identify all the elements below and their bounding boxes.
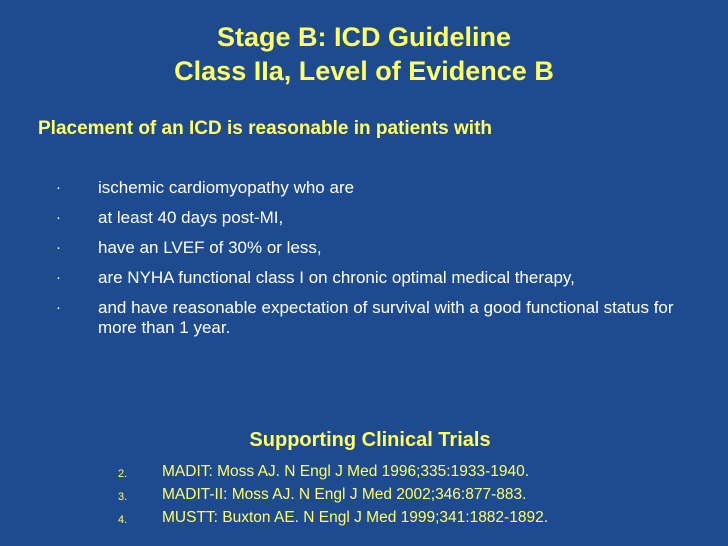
reference-item (118, 508, 548, 528)
reference-number: 4. (118, 514, 128, 526)
criteria-text: and have reasonable expectation of survival with a good functional status for more than 1 year. (98, 298, 674, 337)
criteria-item (56, 178, 686, 198)
title-line-1: Stage B: ICD Guideline (216, 22, 512, 52)
slide-title (0, 20, 728, 88)
bullet-icon: · (56, 239, 61, 256)
intro-statement: Placement of an ICD is reasonable in patients with (38, 118, 492, 139)
trials-reference-list (118, 462, 548, 531)
criteria-item (56, 298, 686, 338)
reference-text: MADIT: Moss AJ. N Engl J Med 1996;335:1933-1940. (162, 463, 530, 480)
criteria-text: are NYHA functional class I on chronic optimal medical therapy, (98, 268, 575, 287)
bullet-icon: · (56, 299, 61, 316)
criteria-item (56, 238, 686, 258)
criteria-text: at least 40 days post-MI, (98, 208, 284, 227)
reference-text: MADIT-II: Moss AJ. N Engl J Med 2002;346:877-883. (162, 486, 527, 503)
criteria-item (56, 268, 686, 288)
criteria-item (56, 208, 686, 228)
trials-heading: Supporting Clinical Trials (249, 429, 491, 451)
title-line-2: Class IIa, Level of Evidence B (174, 56, 554, 86)
reference-text: MUSTT: Buxton AE. N Engl J Med 1999;341:1882-1892. (162, 509, 549, 526)
bullet-icon: · (56, 269, 61, 286)
criteria-text: have an LVEF of 30% or less, (98, 238, 322, 257)
criteria-text: ischemic cardiomyopathy who are (98, 178, 355, 197)
reference-number: 2. (118, 468, 128, 480)
reference-number: 3. (118, 491, 128, 503)
reference-item (118, 462, 548, 482)
bullet-icon: · (56, 209, 61, 226)
criteria-list (56, 178, 686, 348)
reference-item (118, 485, 548, 505)
bullet-icon: · (56, 179, 61, 196)
